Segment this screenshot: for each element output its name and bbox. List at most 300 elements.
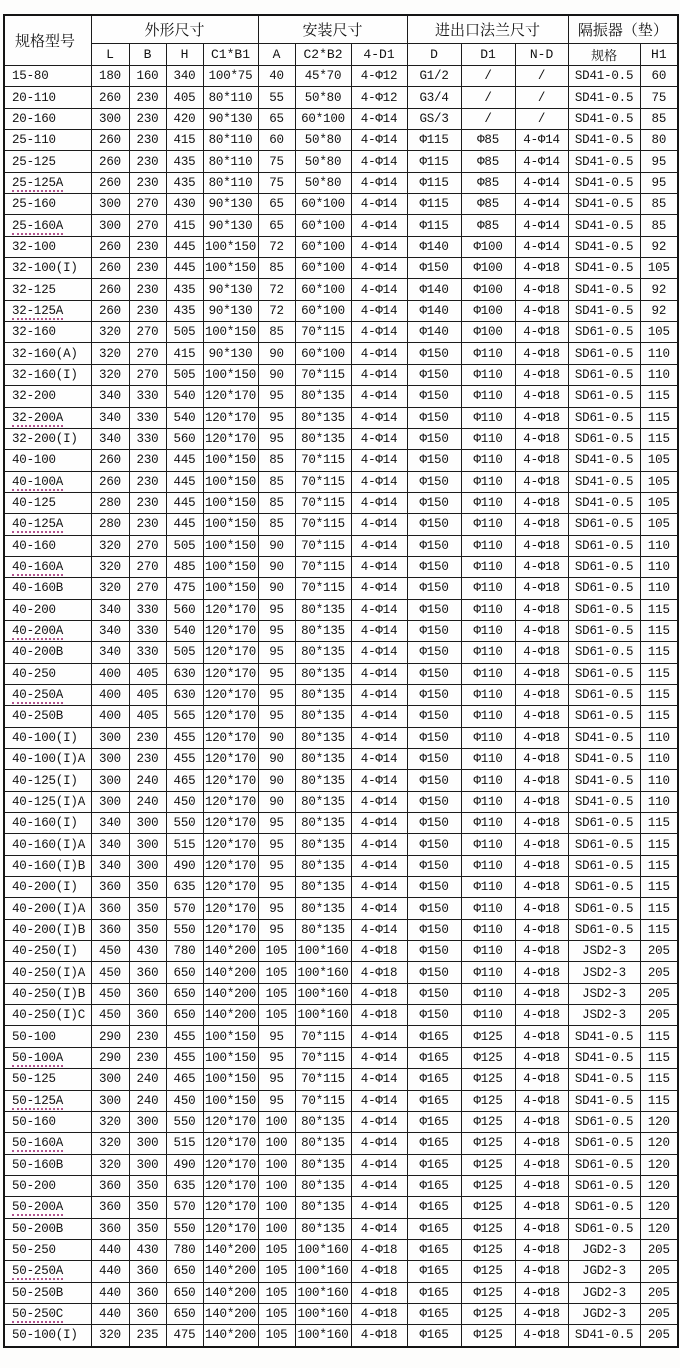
value-cell: Φ125 [461,1282,515,1303]
table-row [4,749,678,770]
value-cell: 100*150 [203,258,258,279]
table-row [4,898,678,919]
value-cell: 475 [166,1325,203,1347]
value-cell: SD41-0.5 [568,300,640,321]
value-cell: 100*75 [203,66,258,87]
value-cell: 4-Φ14 [351,279,407,300]
value-cell: 4-Φ18 [515,300,568,321]
value-cell: Φ110 [461,642,515,663]
value-cell: Φ100 [461,258,515,279]
spellcheck-underline: 40-250A [12,688,64,703]
value-cell: 320 [91,1111,129,1132]
model-cell: 50-125 [4,1069,91,1090]
value-cell: 300 [91,770,129,791]
col-header-4D1: 4-D1 [351,44,407,66]
value-cell: 445 [166,450,203,471]
spellcheck-underline: 40-125A [12,517,64,532]
table-row [4,343,678,364]
value-cell: 540 [166,386,203,407]
model-cell: 40-160(I) [4,813,91,834]
model-cell: 50-160B [4,1154,91,1175]
value-cell: 320 [91,343,129,364]
value-cell: 230 [129,727,166,748]
value-cell: 320 [91,1154,129,1175]
value-cell: 4-Φ18 [515,1154,568,1175]
table-row [4,599,678,620]
model-cell [4,620,91,641]
value-cell: 4-Φ18 [515,343,568,364]
value-cell: Φ150 [407,983,461,1004]
value-cell: 70*115 [295,578,351,599]
value-cell: 4-Φ18 [515,407,568,428]
value-cell: 350 [129,1197,166,1218]
value-cell: 100*150 [203,556,258,577]
table-row [4,364,678,385]
value-cell: Φ125 [461,1026,515,1047]
value-cell: Φ110 [461,599,515,620]
value-cell: 95 [258,813,295,834]
value-cell: 95 [258,706,295,727]
value-cell: SD61-0.5 [568,620,640,641]
value-cell: 60*100 [295,279,351,300]
table-row [4,258,678,279]
value-cell: Φ110 [461,1005,515,1026]
value-cell: 440 [91,1282,129,1303]
value-cell: Φ125 [461,1069,515,1090]
value-cell: 90*130 [203,194,258,215]
value-cell: 120 [640,1218,678,1239]
value-cell: 80*135 [295,813,351,834]
value-cell: 80*135 [295,919,351,940]
value-cell: 450 [91,1005,129,1026]
value-cell: 95 [258,1090,295,1111]
value-cell: Φ110 [461,983,515,1004]
value-cell: 340 [166,66,203,87]
value-cell: 540 [166,407,203,428]
value-cell: 630 [166,663,203,684]
value-cell: Φ110 [461,556,515,577]
model-cell: 40-160 [4,535,91,556]
value-cell: SD61-0.5 [568,1218,640,1239]
value-cell: 92 [640,279,678,300]
value-cell: 110 [640,364,678,385]
value-cell: 100*160 [295,1282,351,1303]
value-cell: SD41-0.5 [568,108,640,129]
table-row [4,471,678,492]
model-cell: 40-125(I) [4,770,91,791]
table-row [4,1175,678,1196]
value-cell: 455 [166,749,203,770]
value-cell: 4-Φ14 [351,599,407,620]
model-cell [4,1090,91,1111]
value-cell: 65 [258,194,295,215]
value-cell: 115 [640,855,678,876]
value-cell: 80*135 [295,599,351,620]
model-cell: 50-200 [4,1175,91,1196]
value-cell: 70*115 [295,471,351,492]
model-cell: 32-100 [4,236,91,257]
value-cell: 120*170 [203,620,258,641]
value-cell: Φ110 [461,663,515,684]
value-cell: 95 [258,1069,295,1090]
table-row [4,1005,678,1026]
value-cell: 440 [91,1239,129,1260]
value-cell: Φ100 [461,279,515,300]
value-cell: 60 [258,130,295,151]
value-cell: 120*170 [203,1154,258,1175]
value-cell: 205 [640,983,678,1004]
value-cell: SD61-0.5 [568,407,640,428]
value-cell: 240 [129,1069,166,1090]
value-cell: 100*150 [203,364,258,385]
value-cell: 300 [129,834,166,855]
value-cell: 350 [129,877,166,898]
value-cell: 4-Φ18 [515,428,568,449]
value-cell: SD41-0.5 [568,727,640,748]
value-cell: 300 [129,855,166,876]
value-cell: Φ150 [407,620,461,641]
value-cell: 95 [258,620,295,641]
col-header-B: B [129,44,166,66]
col-group-vibration-isolator: 隔振器（垫） [568,15,678,44]
value-cell: Φ165 [407,1026,461,1047]
model-cell: 40-250 [4,663,91,684]
value-cell: 300 [91,194,129,215]
col-group-outline-dimensions: 外形尺寸 [91,15,258,44]
value-cell: Φ165 [407,1111,461,1132]
value-cell: SD61-0.5 [568,1111,640,1132]
value-cell: SD61-0.5 [568,919,640,940]
value-cell: 105 [640,450,678,471]
value-cell: 140*200 [203,1239,258,1260]
model-cell: 32-160(I) [4,364,91,385]
table-row [4,813,678,834]
value-cell: Φ125 [461,1047,515,1068]
value-cell: 105 [640,471,678,492]
value-cell: 230 [129,300,166,321]
value-cell: 80*110 [203,151,258,172]
value-cell: 72 [258,236,295,257]
value-cell: 4-Φ14 [351,364,407,385]
value-cell: 50*80 [295,130,351,151]
value-cell: SD41-0.5 [568,471,640,492]
value-cell: SD41-0.5 [568,450,640,471]
value-cell: 90*130 [203,108,258,129]
value-cell: 435 [166,151,203,172]
value-cell: Φ115 [407,130,461,151]
value-cell: 140*200 [203,962,258,983]
value-cell: 405 [129,684,166,705]
value-cell: 140*200 [203,1325,258,1347]
value-cell: Φ115 [407,194,461,215]
value-cell: 405 [166,87,203,108]
value-cell: 95 [258,877,295,898]
value-cell: 115 [640,1090,678,1111]
value-cell: 80*135 [295,791,351,812]
value-cell: 635 [166,877,203,898]
table-row [4,1218,678,1239]
value-cell: SD61-0.5 [568,364,640,385]
value-cell: 80*135 [295,749,351,770]
value-cell: 4-Φ18 [515,706,568,727]
value-cell: 110 [640,343,678,364]
value-cell: 85 [258,258,295,279]
value-cell: Φ125 [461,1090,515,1111]
value-cell: 4-Φ14 [351,898,407,919]
value-cell: 405 [129,663,166,684]
value-cell: 100 [258,1175,295,1196]
value-cell: GS/3 [407,108,461,129]
table-row [4,663,678,684]
value-cell: 650 [166,1005,203,1026]
value-cell: 270 [129,364,166,385]
value-cell: 80 [640,130,678,151]
value-cell: 120*170 [203,813,258,834]
model-cell [4,471,91,492]
col-header-C2B2: C2*B2 [295,44,351,66]
value-cell: 75 [258,151,295,172]
value-cell: G3/4 [407,87,461,108]
value-cell: 120 [640,1175,678,1196]
value-cell: Φ150 [407,834,461,855]
model-cell: 40-160(I)B [4,855,91,876]
table-row [4,578,678,599]
value-cell: SD61-0.5 [568,855,640,876]
value-cell: 490 [166,1154,203,1175]
value-cell: Φ110 [461,877,515,898]
value-cell: 4-Φ14 [351,919,407,940]
pump-spec-table [3,14,679,1348]
value-cell: SD61-0.5 [568,663,640,684]
value-cell: / [461,66,515,87]
value-cell: 72 [258,279,295,300]
value-cell: Φ150 [407,450,461,471]
value-cell: 70*115 [295,514,351,535]
value-cell: 650 [166,962,203,983]
value-cell: 450 [91,962,129,983]
value-cell: Φ110 [461,727,515,748]
value-cell: 4-Φ14 [515,194,568,215]
value-cell: 4-Φ18 [515,599,568,620]
value-cell: 4-Φ18 [515,578,568,599]
value-cell: 320 [91,535,129,556]
value-cell: 90 [258,364,295,385]
value-cell: 140*200 [203,941,258,962]
value-cell: 430 [129,941,166,962]
value-cell: 515 [166,1133,203,1154]
value-cell: 360 [129,1282,166,1303]
value-cell: JSD2-3 [568,1005,640,1026]
value-cell: 4-Φ14 [351,706,407,727]
value-cell: Φ125 [461,1154,515,1175]
value-cell: Φ110 [461,364,515,385]
value-cell: 4-Φ14 [351,1175,407,1196]
value-cell: Φ110 [461,514,515,535]
value-cell: 55 [258,87,295,108]
value-cell: 115 [640,898,678,919]
value-cell: 95 [258,855,295,876]
value-cell: 360 [129,1261,166,1282]
value-cell: 75 [640,87,678,108]
spellcheck-underline: 50-125A [12,1093,64,1108]
value-cell: 360 [91,919,129,940]
value-cell: 120*170 [203,770,258,791]
value-cell: 85 [640,108,678,129]
value-cell: 4-Φ18 [515,749,568,770]
value-cell: 340 [91,813,129,834]
value-cell: 505 [166,322,203,343]
value-cell: Φ110 [461,471,515,492]
value-cell: 92 [640,236,678,257]
value-cell: SD61-0.5 [568,877,640,898]
value-cell: Φ110 [461,770,515,791]
value-cell: 4-Φ18 [515,1069,568,1090]
spellcheck-underline: 32-200A [12,410,64,425]
model-cell: 15-80 [4,66,91,87]
value-cell: 60*100 [295,300,351,321]
value-cell: 4-Φ14 [351,1069,407,1090]
value-cell: 300 [91,108,129,129]
value-cell: 105 [258,983,295,1004]
spellcheck-underline: 40-100A [12,474,64,489]
value-cell: 485 [166,556,203,577]
value-cell: 4-Φ18 [515,556,568,577]
value-cell: 4-Φ14 [351,1197,407,1218]
value-cell: 4-Φ18 [515,1218,568,1239]
value-cell: 140*200 [203,1282,258,1303]
value-cell: 4-Φ14 [351,1111,407,1132]
table-row [4,791,678,812]
table-row [4,919,678,940]
value-cell: 450 [166,1090,203,1111]
table-row [4,300,678,321]
value-cell: Φ110 [461,919,515,940]
value-cell: 140*200 [203,1261,258,1282]
value-cell: 4-Φ12 [351,66,407,87]
value-cell: 230 [129,514,166,535]
value-cell: 115 [640,620,678,641]
value-cell: 560 [166,599,203,620]
col-group-flange-dimensions: 进出口法兰尺寸 [407,15,568,44]
value-cell: 4-Φ14 [351,215,407,236]
value-cell: Φ150 [407,749,461,770]
value-cell: 120*170 [203,428,258,449]
value-cell: 80*110 [203,172,258,193]
model-cell [4,514,91,535]
model-cell: 25-160 [4,194,91,215]
model-cell: 25-110 [4,130,91,151]
value-cell: / [515,108,568,129]
table-row [4,151,678,172]
value-cell: 80*135 [295,407,351,428]
table-row [4,1303,678,1324]
model-cell [4,556,91,577]
value-cell: 50*80 [295,87,351,108]
table-row [4,556,678,577]
table-row [4,727,678,748]
value-cell: Φ165 [407,1069,461,1090]
value-cell: 4-Φ18 [351,1325,407,1347]
table-row [4,1325,678,1347]
value-cell: 270 [129,322,166,343]
value-cell: 60 [640,66,678,87]
value-cell: 565 [166,706,203,727]
value-cell: 300 [91,791,129,812]
value-cell: Φ110 [461,706,515,727]
col-header-H1: H1 [640,44,678,66]
value-cell: 240 [129,770,166,791]
value-cell: 120*170 [203,642,258,663]
value-cell: 400 [91,684,129,705]
value-cell: Φ150 [407,770,461,791]
value-cell: 490 [166,855,203,876]
value-cell: 4-Φ18 [515,919,568,940]
value-cell: 4-Φ14 [351,749,407,770]
value-cell: 100*150 [203,450,258,471]
value-cell: 4-Φ18 [515,535,568,556]
value-cell: 120*170 [203,684,258,705]
value-cell: 70*115 [295,1047,351,1068]
value-cell: 70*115 [295,556,351,577]
value-cell: 4-Φ18 [515,1111,568,1132]
value-cell: 515 [166,834,203,855]
value-cell: 4-Φ18 [515,1047,568,1068]
value-cell: Φ165 [407,1090,461,1111]
value-cell: 100*160 [295,1303,351,1324]
value-cell: 60*100 [295,215,351,236]
table-row [4,642,678,663]
value-cell: Φ110 [461,620,515,641]
value-cell: 650 [166,1303,203,1324]
model-cell: 25-125 [4,151,91,172]
value-cell: 100*150 [203,1026,258,1047]
value-cell: 4-Φ18 [351,1282,407,1303]
value-cell: 80*135 [295,770,351,791]
value-cell: 140*200 [203,1005,258,1026]
value-cell: 4-Φ14 [351,578,407,599]
value-cell: 400 [91,663,129,684]
model-cell: 40-200 [4,599,91,620]
value-cell: 270 [129,343,166,364]
value-cell: JGD2-3 [568,1239,640,1260]
value-cell: 780 [166,1239,203,1260]
value-cell: 4-Φ14 [351,151,407,172]
model-cell: 20-110 [4,87,91,108]
value-cell: SD61-0.5 [568,514,640,535]
value-cell: 4-Φ14 [351,556,407,577]
table-row [4,620,678,641]
value-cell: 320 [91,322,129,343]
value-cell: SD61-0.5 [568,428,640,449]
value-cell: 4-Φ14 [351,172,407,193]
value-cell: 550 [166,919,203,940]
value-cell: 260 [91,236,129,257]
value-cell: 205 [640,1303,678,1324]
value-cell: Φ165 [407,1197,461,1218]
value-cell: 4-Φ18 [515,962,568,983]
value-cell: 105 [258,962,295,983]
value-cell: 300 [129,1154,166,1175]
value-cell: 65 [258,108,295,129]
value-cell: 4-Φ18 [351,1303,407,1324]
model-cell [4,1303,91,1324]
value-cell: 115 [640,1026,678,1047]
value-cell: SD41-0.5 [568,791,640,812]
value-cell: 330 [129,428,166,449]
value-cell: 230 [129,450,166,471]
value-cell: 120*170 [203,1218,258,1239]
value-cell: Φ165 [407,1261,461,1282]
